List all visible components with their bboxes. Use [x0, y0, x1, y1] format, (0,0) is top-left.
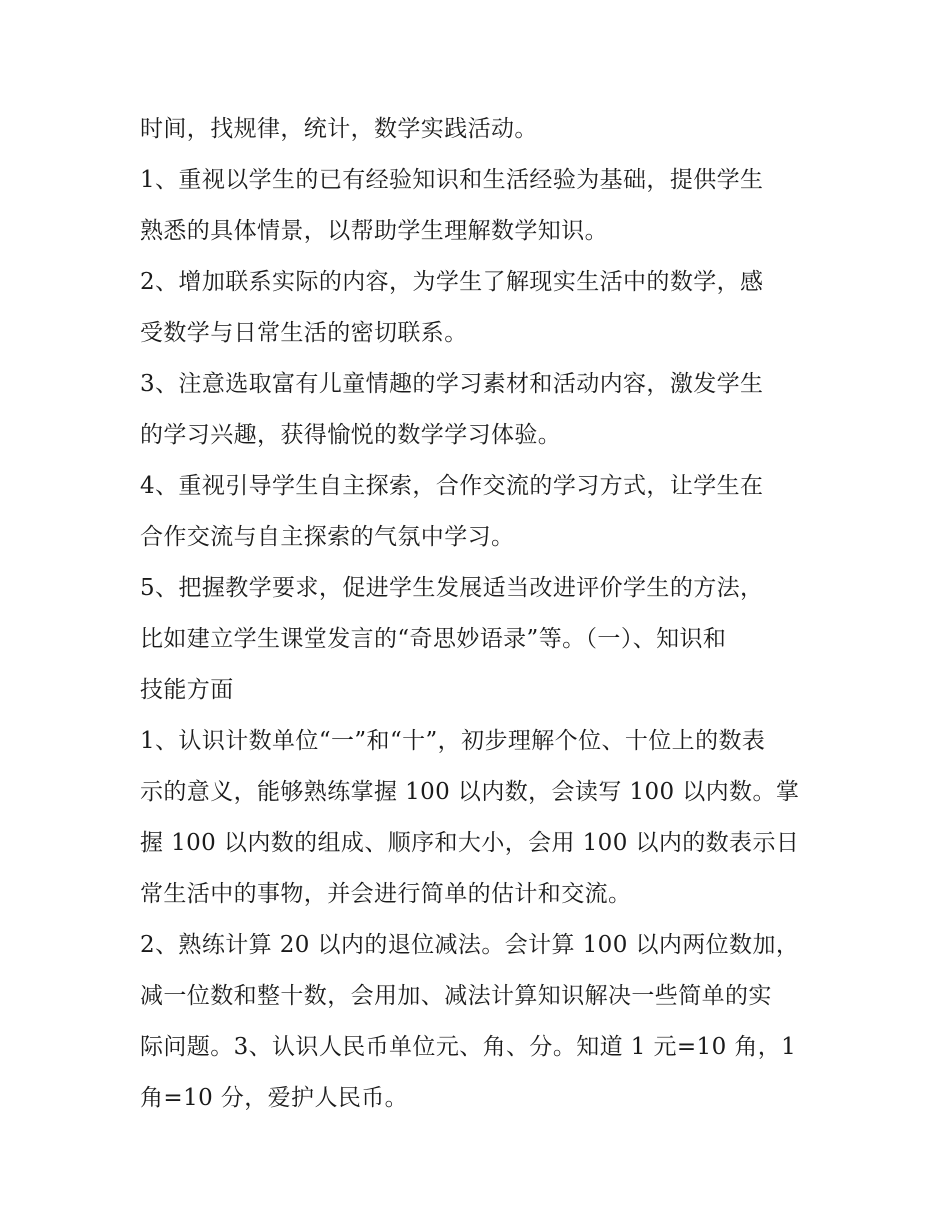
text-line: 4、重视引导学生自主探索，合作交流的学习方式，让学生在	[140, 473, 764, 499]
text-line: 常生活中的事物，并会进行简单的估计和交流。	[140, 881, 632, 907]
document-body	[140, 104, 820, 1124]
text-line: 比如建立学生课堂发言的“奇思妙语录”等。（一）、知识和	[140, 626, 727, 652]
text-line: 握 100 以内数的组成、顺序和大小，会用 100 以内的数表示日	[140, 830, 800, 856]
text-line: 2、增加联系实际的内容，为学生了解现实生活中的数学，感	[140, 269, 764, 295]
text-line: 减一位数和整十数，会用加、减法计算知识解决一些简单的实	[140, 983, 772, 1009]
text-line: 1、重视以学生的已有经验知识和生活经验为基础，提供学生	[140, 167, 764, 193]
text-line: 熟悉的具体情景，以帮助学生理解数学知识。	[140, 218, 608, 244]
text-line: 2、熟练计算 20 以内的退位减法。会计算 100 以内两位数加，	[140, 932, 800, 958]
text-line: 3、注意选取富有儿童情趣的学习素材和活动内容，激发学生	[140, 371, 764, 397]
text-line: 技能方面	[140, 677, 234, 703]
text-line: 际问题。3、认识人民币单位元、角、分。知道 1 元=10 角，1	[140, 1034, 797, 1060]
text-line: 示的意义，能够熟练掌握 100 以内数，会读写 100 以内数。掌	[140, 779, 800, 805]
text-line: 5、把握教学要求，促进学生发展适当改进评价学生的方法，	[140, 575, 764, 601]
text-line: 的学习兴趣，获得愉悦的数学学习体验。	[140, 422, 562, 448]
text-line: 合作交流与自主探索的气氛中学习。	[140, 524, 515, 550]
text-line: 时间，找规律，统计，数学实践活动。	[140, 116, 538, 142]
text-line: 1、认识计数单位“一”和“十”，初步理解个位、十位上的数表	[140, 728, 766, 754]
text-line: 受数学与日常生活的密切联系。	[140, 320, 468, 346]
text-line: 角=10 分，爱护人民币。	[140, 1085, 409, 1111]
